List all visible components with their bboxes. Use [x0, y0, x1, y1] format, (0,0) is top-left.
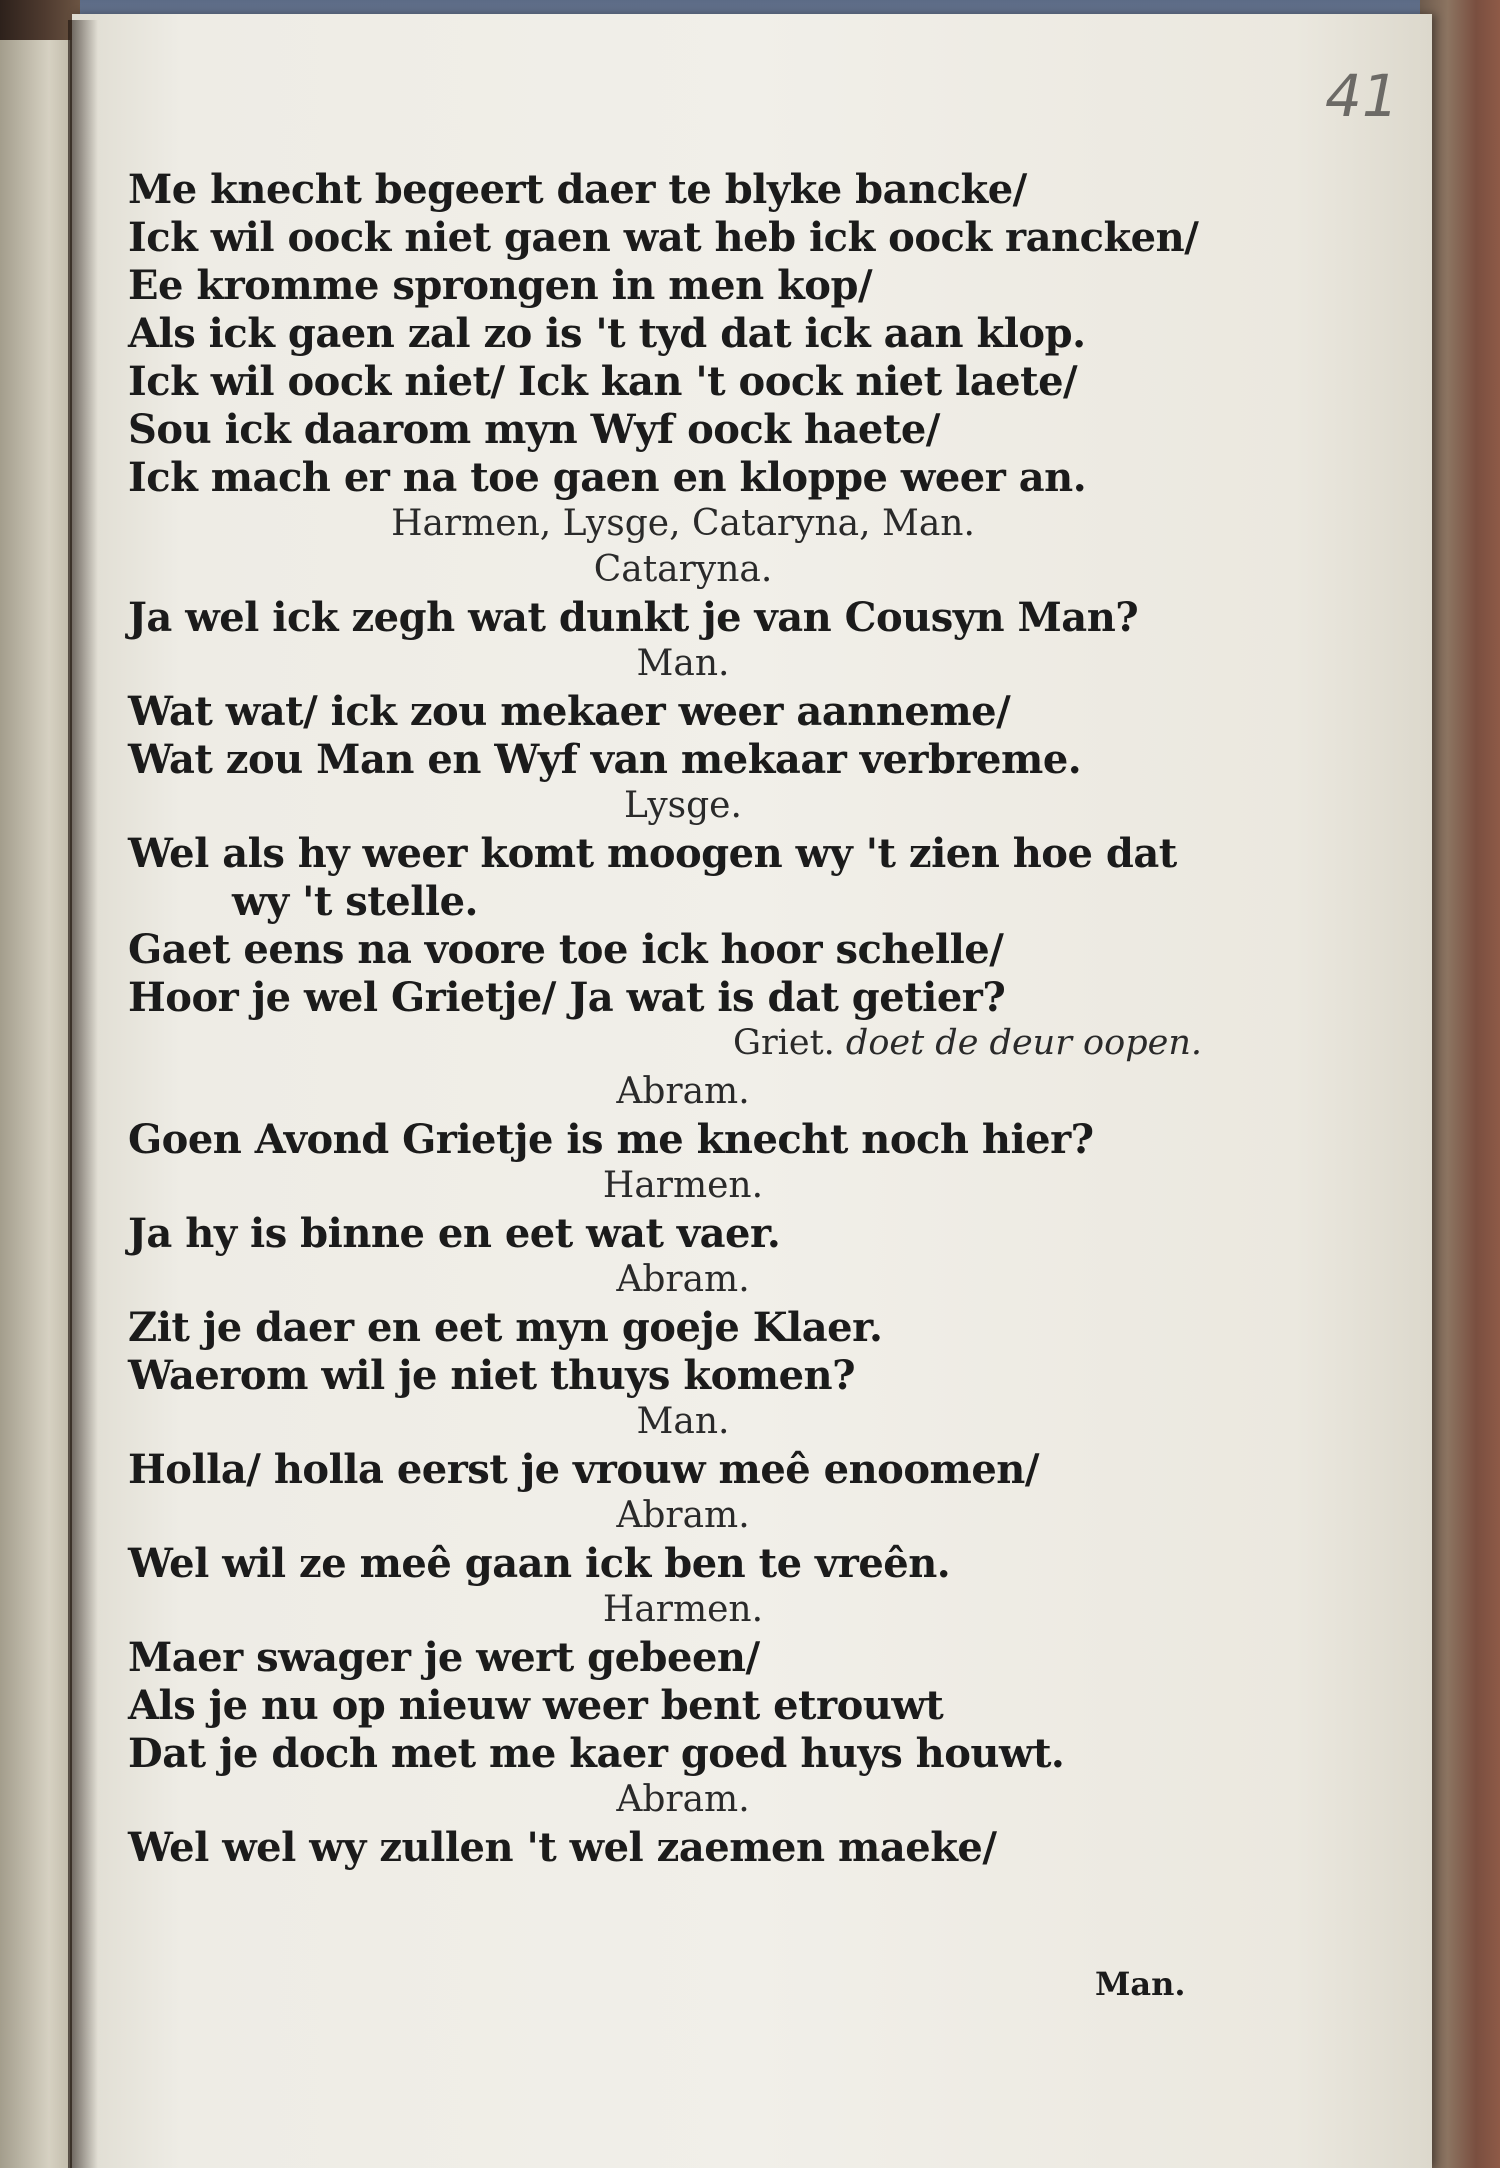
speaker-heading: Abram.: [616, 1495, 750, 1536]
verse-line: Zit je daer en eet myn goeje Klaer.: [128, 1304, 883, 1351]
verse-line: Ja hy is binne en eet wat vaer.: [128, 1210, 781, 1257]
speaker-heading: Harmen.: [602, 1589, 764, 1630]
verse-line: Ja wel ick zegh wat dunkt je van Cousyn Man?: [128, 594, 1139, 641]
stage-direction: [128, 1024, 1238, 1072]
verse-line: Ick wil oock niet/ Ick kan 't oock niet laete/: [128, 358, 1078, 405]
verse-line-continuation: wy 't stelle.: [232, 878, 478, 925]
gutter-shadow: [68, 20, 98, 2168]
verse-line: Me knecht begeert daer te blyke bancke/: [128, 166, 1027, 213]
verse-line: Gaet eens na voore toe ick hoor schelle/: [128, 926, 1004, 973]
facing-page-edge: [0, 40, 72, 2168]
speaker-heading: Harmen.: [602, 1165, 764, 1206]
verse-line: Wel als hy weer komt moogen wy 't zien hoe dat: [128, 830, 1177, 877]
stage-direction-text: doet de deur oopen.: [845, 1023, 1202, 1063]
verse-line: Ee kromme sprongen in men kop/: [128, 262, 873, 309]
verse-line: Als je nu op nieuw weer bent etrouwt: [128, 1682, 944, 1729]
speaker-heading: Abram.: [616, 1779, 750, 1820]
verse-line: Als ick gaen zal zo is 't tyd dat ick aan klop.: [128, 310, 1086, 357]
verse-line: Wel wel wy zullen 't wel zaemen maeke/: [128, 1824, 997, 1871]
verse-line: Goen Avond Grietje is me knecht noch hier?: [128, 1116, 1094, 1163]
stage-speaker: Griet.: [732, 1023, 835, 1063]
verse-line: Holla/ holla eerst je vrouw meê enoomen/: [128, 1446, 1039, 1493]
verse-line: Wat zou Man en Wyf van mekaar verbreme.: [128, 736, 1082, 783]
verse-line: Ick mach er na toe gaen en kloppe weer an.: [128, 454, 1087, 501]
speaker-heading: Man.: [636, 1401, 730, 1442]
catchword: Man.: [1095, 1965, 1186, 2003]
verse-line: Waerom wil je niet thuys komen?: [128, 1352, 856, 1399]
verse-line: Wat wat/ ick zou mekaer weer aanneme/: [128, 688, 1011, 735]
verse-line: Sou ick daarom myn Wyf oock haete/: [128, 406, 940, 453]
speaker-heading: Abram.: [616, 1259, 750, 1300]
play-text: [128, 168, 1238, 1874]
verse-line: Hoor je wel Grietje/ Ja wat is dat getier?: [128, 974, 1006, 1021]
verse-line: Wel wil ze meê gaan ick ben te vreên.: [128, 1540, 951, 1587]
verse-line: Dat je doch met me kaer goed huys houwt.: [128, 1730, 1065, 1777]
speaker-heading: Man.: [636, 643, 730, 684]
verse-line: Maer swager je wert gebeen/: [128, 1634, 760, 1681]
speaker-heading: Lysge.: [624, 785, 742, 826]
speaker-heading: Abram.: [616, 1071, 750, 1112]
page-number: 41: [1325, 62, 1399, 130]
speaker-heading: Cataryna.: [593, 549, 773, 590]
speaker-heading: Harmen, Lysge, Cataryna, Man.: [391, 503, 975, 544]
book-edge-right: [1420, 0, 1500, 2168]
verse-line: Ick wil oock niet gaen wat heb ick oock rancken/: [128, 214, 1199, 261]
